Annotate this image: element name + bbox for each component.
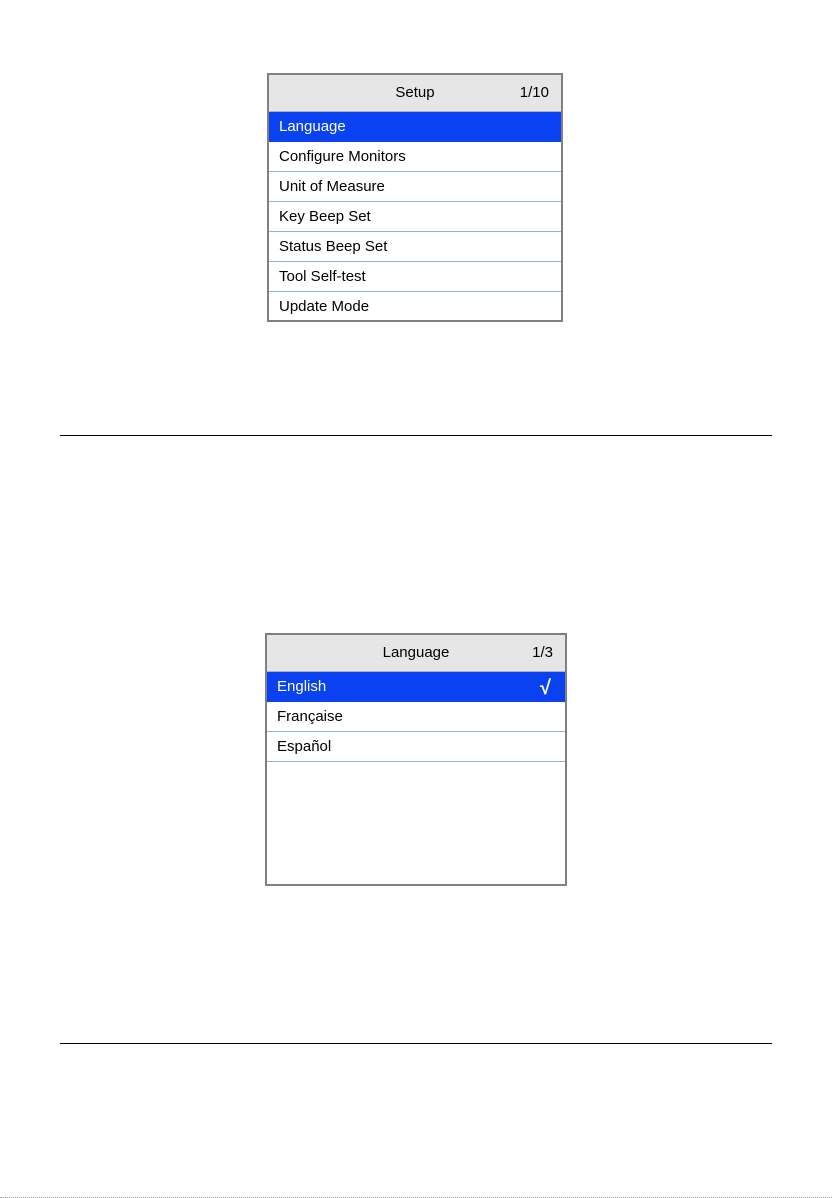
menu-item-key-beep-set[interactable]: Key Beep Set	[269, 202, 561, 232]
menu-item-language[interactable]: Language	[269, 112, 561, 142]
menu-item-tool-self-test[interactable]: Tool Self-test	[269, 262, 561, 292]
language-title: Language	[382, 644, 450, 661]
language-option-label: Française	[277, 708, 343, 725]
language-option-label: English	[277, 678, 327, 695]
menu-item-configure-monitors[interactable]: Configure Monitors	[269, 142, 561, 172]
page-divider-top	[60, 435, 772, 436]
setup-title: Setup	[395, 84, 435, 101]
language-option-francaise[interactable]	[267, 702, 565, 732]
language-header	[267, 635, 565, 672]
menu-item-update-mode[interactable]: Update Mode	[279, 298, 370, 315]
language-screen	[265, 633, 567, 886]
language-page-indicator: 1/3	[532, 644, 553, 661]
check-mark-icon: √	[540, 677, 551, 699]
setup-page-indicator: 1/10	[519, 84, 549, 101]
language-menu	[267, 672, 565, 762]
language-option-espanol[interactable]	[267, 732, 565, 762]
setup-screen	[267, 73, 563, 322]
language-option-label: Español	[277, 738, 332, 755]
menu-item-unit-of-measure[interactable]: Unit of Measure	[269, 172, 561, 202]
setup-menu	[269, 112, 561, 322]
setup-header	[269, 75, 561, 112]
menu-item-status-beep-set[interactable]: Status Beep Set	[269, 232, 561, 262]
language-option-english[interactable]	[267, 672, 565, 702]
page-divider-bottom	[60, 1043, 772, 1044]
